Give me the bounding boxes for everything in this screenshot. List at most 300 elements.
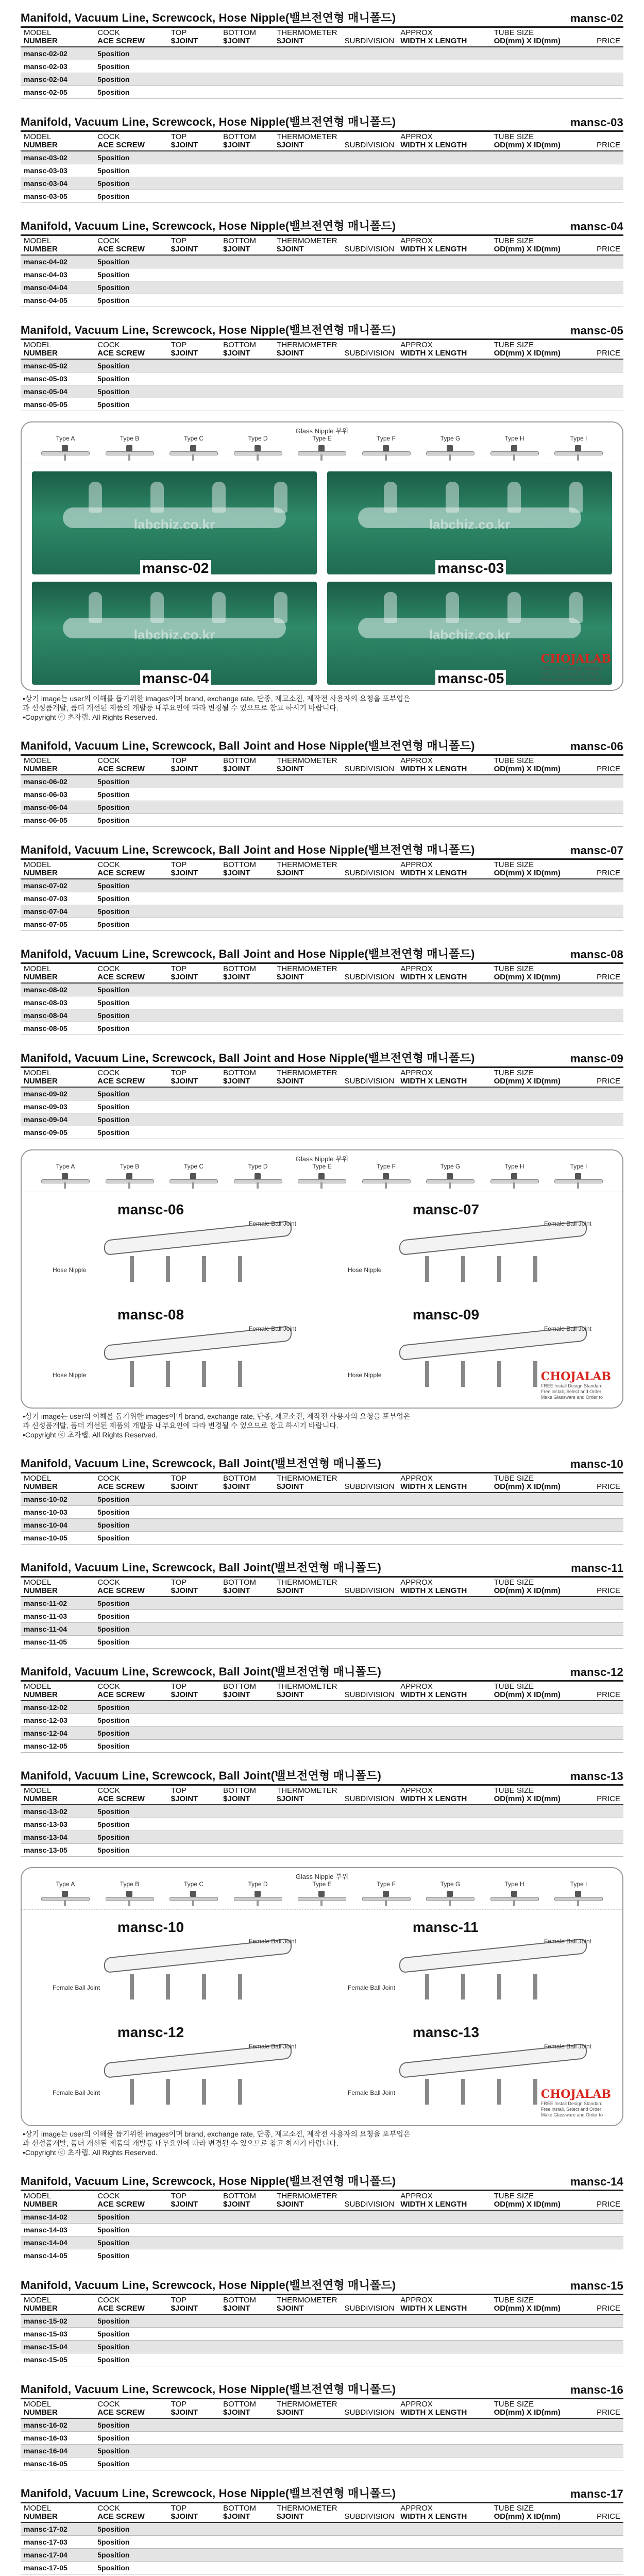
- spec-title: Manifold, Vacuum Line, Screwcock, Ball Joint and Hose Nipple(밸브전연형 매니폴드): [21, 739, 475, 752]
- model-number: mansc-14-04: [21, 2236, 94, 2249]
- model-number: mansc-12-02: [21, 1701, 94, 1714]
- column-header-model: MODEL NUMBER: [21, 2191, 94, 2210]
- model-caption: mansc-05: [435, 670, 506, 687]
- table-row: [21, 398, 623, 411]
- nipple-type-icon: [165, 444, 222, 462]
- column-header-cock: COCK ACE SCREW: [94, 1786, 167, 1805]
- column-header-top: TOP $JOINT: [168, 1473, 220, 1493]
- cock-value: 5position: [94, 177, 167, 190]
- column-header-tube: TUBE SIZE OD(mm) X ID(mm): [491, 2503, 584, 2522]
- part-label: Female Ball Joint: [248, 1220, 296, 1227]
- spec-table: [21, 964, 623, 1035]
- column-header-tube: TUBE SIZE OD(mm) X ID(mm): [491, 340, 584, 359]
- table-row: [21, 2562, 623, 2574]
- type-item: Type A: [37, 1880, 94, 1907]
- column-header-bottom: BOTTOM $JOINT: [220, 132, 274, 151]
- table-row: [21, 1100, 623, 1113]
- model-caption: mansc-03: [435, 560, 506, 577]
- column-header-bottom: BOTTOM $JOINT: [220, 1578, 274, 1597]
- column-header-price: PRICE: [584, 756, 623, 775]
- column-header-top: TOP $JOINT: [168, 964, 220, 983]
- part-label: Female Ball Joint: [544, 1220, 591, 1227]
- model-number: mansc-15-04: [21, 2341, 94, 2353]
- cock-value: 5position: [94, 268, 167, 281]
- column-header-approx: APPROX WIDTH X LENGTH: [397, 28, 490, 47]
- cock-value: 5position: [94, 2224, 167, 2236]
- type-item: Type I: [550, 435, 607, 462]
- model-number: mansc-15-05: [21, 2353, 94, 2366]
- column-header-tube: TUBE SIZE OD(mm) X ID(mm): [491, 1578, 584, 1597]
- spec-code: mansc-14: [570, 2175, 623, 2188]
- column-header-thermo: THERMOMETER $JOINT: [274, 2399, 341, 2418]
- spec-table: [21, 2399, 623, 2470]
- model-number: mansc-15-03: [21, 2328, 94, 2341]
- type-item: Type F: [358, 435, 415, 462]
- product-view: [327, 1917, 612, 2015]
- spec-header: [21, 217, 623, 236]
- spec-title: Manifold, Vacuum Line, Screwcock, Ball Joint and Hose Nipple(밸브전연형 매니폴드): [21, 947, 475, 960]
- type-item: Type B: [101, 1163, 158, 1190]
- column-header-approx: APPROX WIDTH X LENGTH: [397, 2191, 490, 2210]
- spec-header: [21, 2277, 623, 2295]
- column-header-sub: SUBDIVISION: [342, 1473, 398, 1493]
- spec-code: mansc-16: [570, 2383, 623, 2396]
- table-row: [21, 1022, 623, 1035]
- spec-code: mansc-11: [571, 1562, 623, 1574]
- model-number: mansc-11-05: [21, 1636, 94, 1649]
- column-header-bottom: BOTTOM $JOINT: [220, 340, 274, 359]
- cock-value: 5position: [94, 983, 167, 996]
- product-photo: [32, 582, 317, 685]
- type-item: Type E: [294, 1880, 350, 1907]
- model-number: mansc-12-05: [21, 1740, 94, 1753]
- column-header-thermo: THERMOMETER $JOINT: [274, 1068, 341, 1087]
- column-header-top: TOP $JOINT: [168, 2295, 220, 2314]
- cock-value: 5position: [94, 86, 167, 99]
- nipple-type-icon: [101, 1890, 158, 1907]
- cock-value: 5position: [94, 1532, 167, 1545]
- spec-table-block: [0, 2163, 644, 2267]
- table-row: [21, 1610, 623, 1623]
- nipple-type-icon: [230, 1890, 286, 1907]
- column-header-approx: APPROX WIDTH X LENGTH: [397, 2503, 490, 2522]
- product-diagram: [32, 1304, 317, 1402]
- spec-header: [21, 2485, 623, 2503]
- table-row: [21, 268, 623, 281]
- model-number: mansc-05-04: [21, 385, 94, 398]
- column-header-sub: SUBDIVISION: [342, 340, 398, 359]
- column-header-model: MODEL NUMBER: [21, 756, 94, 775]
- model-number: mansc-10-02: [21, 1493, 94, 1506]
- column-header-model: MODEL NUMBER: [21, 2295, 94, 2314]
- cock-value: 5position: [94, 918, 167, 931]
- column-header-tube: TUBE SIZE OD(mm) X ID(mm): [491, 860, 584, 879]
- glass-nipple-types: Glass Nipple 부위 Type A Type B Type C Type D Type E Type F Type G Type H Type I: [22, 422, 622, 464]
- notice-text: •상기 image는 user의 이해를 돕기위한 images이며 brand, exchange rate, 단종, 재고소진, 제작전 사용자의 요청을 포부업은 과 신성품개발, 품더 개선된 제품의 개발등 내부요인에 따라 변경될 수 있으므로 참고 하시기 바랍니다. •Copyright ⓒ 초자랩. All Rights Reserved.: [23, 694, 411, 721]
- cock-value: 5position: [94, 775, 167, 788]
- spec-title: Manifold, Vacuum Line, Screwcock, Ball Joint(밸브전연형 매니폴드): [21, 1457, 382, 1470]
- model-number: mansc-04-05: [21, 294, 94, 307]
- type-item: Type H: [486, 1880, 543, 1907]
- column-header-price: PRICE: [584, 2191, 623, 2210]
- spec-title: Manifold, Vacuum Line, Screwcock, Ball Joint and Hose Nipple(밸브전연형 매니폴드): [21, 1052, 475, 1064]
- column-header-top: TOP $JOINT: [168, 1578, 220, 1597]
- model-number: mansc-05-02: [21, 359, 94, 372]
- spec-code: mansc-06: [570, 740, 623, 753]
- part-label: Hose Nipple: [348, 1371, 382, 1379]
- cock-value: 5position: [94, 372, 167, 385]
- nipple-type-icon: [550, 1172, 607, 1190]
- type-item: Type H: [486, 1163, 543, 1190]
- column-header-tube: TUBE SIZE OD(mm) X ID(mm): [491, 132, 584, 151]
- nipple-type-icon: [165, 1890, 222, 1907]
- cock-value: 5position: [94, 1727, 167, 1740]
- column-header-approx: APPROX WIDTH X LENGTH: [397, 1068, 490, 1087]
- cock-value: 5position: [94, 1506, 167, 1519]
- column-header-bottom: BOTTOM $JOINT: [220, 1068, 274, 1087]
- product-diagram: [327, 1199, 612, 1297]
- model-caption: mansc-13: [412, 2024, 480, 2040]
- column-header-bottom: BOTTOM $JOINT: [220, 756, 274, 775]
- product-view: [327, 471, 612, 574]
- column-header-cock: COCK ACE SCREW: [94, 964, 167, 983]
- model-number: mansc-13-05: [21, 1844, 94, 1857]
- table-row: [21, 918, 623, 931]
- column-header-sub: SUBDIVISION: [342, 2191, 398, 2210]
- type-item: Type C: [165, 1880, 222, 1907]
- product-diagram: [32, 1917, 317, 2015]
- cock-value: 5position: [94, 814, 167, 827]
- product-diagram: [32, 2022, 317, 2120]
- model-number: mansc-08-04: [21, 1009, 94, 1022]
- type-item: Type F: [358, 1163, 415, 1190]
- cock-value: 5position: [94, 2549, 167, 2562]
- model-number: mansc-08-05: [21, 1022, 94, 1035]
- table-row: [21, 2224, 623, 2236]
- column-header-approx: APPROX WIDTH X LENGTH: [397, 1682, 490, 1701]
- spec-table: [21, 340, 623, 411]
- product-illustration: [21, 1149, 623, 1409]
- image-panel: [0, 416, 644, 691]
- nipple-type-icon: [550, 444, 607, 462]
- product-view: [32, 582, 317, 685]
- part-label: Female Ball Joint: [348, 2089, 396, 2096]
- table-row: [21, 1087, 623, 1100]
- product-photo: [327, 471, 612, 574]
- column-header-bottom: BOTTOM $JOINT: [220, 860, 274, 879]
- column-header-bottom: BOTTOM $JOINT: [220, 964, 274, 983]
- part-label: Female Ball Joint: [544, 2043, 591, 2050]
- column-header-top: TOP $JOINT: [168, 2399, 220, 2418]
- column-header-approx: APPROX WIDTH X LENGTH: [397, 860, 490, 879]
- cock-value: 5position: [94, 1022, 167, 1035]
- watermark: labchiz.co.kr: [133, 517, 215, 532]
- table-row: [21, 1818, 623, 1831]
- spec-code: mansc-03: [570, 116, 623, 129]
- cock-value: 5position: [94, 1740, 167, 1753]
- model-caption: mansc-09: [412, 1307, 480, 1323]
- table-row: [21, 177, 623, 190]
- model-number: mansc-17-05: [21, 2562, 94, 2574]
- column-header-sub: SUBDIVISION: [342, 132, 398, 151]
- column-header-sub: SUBDIVISION: [342, 28, 398, 47]
- table-row: [21, 255, 623, 268]
- type-item: Type D: [230, 435, 286, 462]
- column-header-top: TOP $JOINT: [168, 756, 220, 775]
- type-item: Type C: [165, 435, 222, 462]
- model-number: mansc-16-02: [21, 2418, 94, 2432]
- column-header-cock: COCK ACE SCREW: [94, 28, 167, 47]
- spec-table: [21, 2295, 623, 2366]
- spec-table-block: [0, 832, 644, 936]
- column-header-cock: COCK ACE SCREW: [94, 2503, 167, 2522]
- model-number: mansc-07-04: [21, 905, 94, 918]
- spec-header: [21, 841, 623, 860]
- cock-value: 5position: [94, 2328, 167, 2341]
- model-number: mansc-06-04: [21, 801, 94, 814]
- spec-code: mansc-07: [570, 844, 623, 857]
- nipple-type-icon: [486, 444, 543, 462]
- nipple-type-icon: [294, 1172, 350, 1190]
- spec-code: mansc-09: [570, 1052, 623, 1065]
- part-label: Female Ball Joint: [248, 1938, 296, 1945]
- product-view: [32, 1199, 317, 1297]
- spec-table: [21, 1473, 623, 1545]
- spec-code: mansc-02: [570, 12, 623, 25]
- cock-value: 5position: [94, 2432, 167, 2445]
- column-header-top: TOP $JOINT: [168, 2503, 220, 2522]
- spec-header: [21, 1455, 623, 1473]
- spec-code: mansc-05: [570, 324, 623, 337]
- table-row: [21, 996, 623, 1009]
- spec-table-block: [0, 728, 644, 832]
- model-caption: mansc-07: [412, 1201, 480, 1217]
- column-header-price: PRICE: [584, 2399, 623, 2418]
- table-row: [21, 47, 623, 60]
- spec-title: Manifold, Vacuum Line, Screwcock, Hose Nipple(밸브전연형 매니폴드): [21, 2487, 396, 2500]
- column-header-price: PRICE: [584, 132, 623, 151]
- model-number: mansc-14-05: [21, 2249, 94, 2262]
- column-header-sub: SUBDIVISION: [342, 2503, 398, 2522]
- glass-nipple-types: Glass Nipple 부위 Type A Type B Type C Type D Type E Type F Type G Type H Type I: [22, 1868, 622, 1910]
- spec-table: [21, 236, 623, 307]
- model-number: mansc-02-04: [21, 73, 94, 86]
- glass-nipple-types: Glass Nipple 부위 Type A Type B Type C Type D Type E Type F Type G Type H Type I: [22, 1150, 622, 1192]
- column-header-tube: TUBE SIZE OD(mm) X ID(mm): [491, 236, 584, 255]
- spec-header: [21, 2381, 623, 2399]
- table-row: [21, 2249, 623, 2262]
- model-number: mansc-08-03: [21, 996, 94, 1009]
- part-label: Female Ball Joint: [348, 1984, 396, 1991]
- table-row: [21, 788, 623, 801]
- model-number: mansc-04-03: [21, 268, 94, 281]
- cock-value: 5position: [94, 1100, 167, 1113]
- spec-code: mansc-17: [570, 2487, 623, 2500]
- column-header-price: PRICE: [584, 28, 623, 47]
- type-item: Type B: [101, 1880, 158, 1907]
- column-header-tube: TUBE SIZE OD(mm) X ID(mm): [491, 2295, 584, 2314]
- model-number: mansc-02-03: [21, 60, 94, 73]
- spec-table-block: [0, 208, 644, 312]
- nipple-type-icon: [486, 1172, 543, 1190]
- column-header-price: PRICE: [584, 2503, 623, 2522]
- column-header-approx: APPROX WIDTH X LENGTH: [397, 964, 490, 983]
- spec-title: Manifold, Vacuum Line, Screwcock, Hose Nipple(밸브전연형 매니폴드): [21, 2175, 396, 2188]
- model-number: mansc-07-03: [21, 892, 94, 905]
- model-number: mansc-11-04: [21, 1623, 94, 1636]
- model-number: mansc-05-05: [21, 398, 94, 411]
- cock-value: 5position: [94, 1831, 167, 1844]
- model-number: mansc-09-02: [21, 1087, 94, 1100]
- cock-value: 5position: [94, 1805, 167, 1818]
- spec-title: Manifold, Vacuum Line, Screwcock, Ball Joint and Hose Nipple(밸브전연형 매니폴드): [21, 843, 475, 856]
- spec-header: [21, 321, 623, 340]
- column-header-thermo: THERMOMETER $JOINT: [274, 2191, 341, 2210]
- nipple-type-icon: [422, 1890, 479, 1907]
- notice-text: •상기 image는 user의 이해를 돕기위한 images이며 brand, exchange rate, 단종, 재고소진, 제작전 사용자의 요청을 포부업은 과 신성품개발, 품더 개선된 제품의 개발등 내부요인에 따라 변경될 수 있으므로 참고 하시기 바랍니다. •Copyright ⓒ 초자랩. All Rights Reserved.: [23, 1412, 411, 1439]
- column-header-approx: APPROX WIDTH X LENGTH: [397, 756, 490, 775]
- spec-table: [21, 132, 623, 203]
- column-header-thermo: THERMOMETER $JOINT: [274, 132, 341, 151]
- cock-value: 5position: [94, 255, 167, 268]
- cock-value: 5position: [94, 281, 167, 294]
- type-item: Type B: [101, 435, 158, 462]
- table-row: [21, 2341, 623, 2353]
- column-header-approx: APPROX WIDTH X LENGTH: [397, 132, 490, 151]
- column-header-price: PRICE: [584, 236, 623, 255]
- model-number: mansc-05-03: [21, 372, 94, 385]
- table-row: [21, 1714, 623, 1727]
- column-header-bottom: BOTTOM $JOINT: [220, 1682, 274, 1701]
- column-header-thermo: THERMOMETER $JOINT: [274, 1786, 341, 1805]
- model-number: mansc-03-02: [21, 151, 94, 164]
- table-row: [21, 1519, 623, 1532]
- spec-table: [21, 2191, 623, 2262]
- column-header-price: PRICE: [584, 1473, 623, 1493]
- column-header-tube: TUBE SIZE OD(mm) X ID(mm): [491, 964, 584, 983]
- column-header-cock: COCK ACE SCREW: [94, 132, 167, 151]
- column-header-cock: COCK ACE SCREW: [94, 2295, 167, 2314]
- column-header-thermo: THERMOMETER $JOINT: [274, 1578, 341, 1597]
- model-caption: mansc-06: [117, 1201, 184, 1217]
- cock-value: 5position: [94, 1009, 167, 1022]
- column-header-approx: APPROX WIDTH X LENGTH: [397, 340, 490, 359]
- model-number: mansc-03-04: [21, 177, 94, 190]
- nipple-type-icon: [550, 1890, 607, 1907]
- nipple-type-icon: [165, 1172, 222, 1190]
- column-header-top: TOP $JOINT: [168, 1682, 220, 1701]
- column-header-tube: TUBE SIZE OD(mm) X ID(mm): [491, 28, 584, 47]
- column-header-model: MODEL NUMBER: [21, 1578, 94, 1597]
- cock-value: 5position: [94, 1113, 167, 1126]
- part-label: Female Ball Joint: [544, 1325, 591, 1332]
- column-header-top: TOP $JOINT: [168, 860, 220, 879]
- table-row: [21, 2418, 623, 2432]
- model-number: mansc-16-04: [21, 2445, 94, 2458]
- cock-value: 5position: [94, 2536, 167, 2549]
- product-illustration: [21, 421, 623, 691]
- model-number: mansc-13-03: [21, 1818, 94, 1831]
- table-row: [21, 1532, 623, 1545]
- table-row: [21, 1727, 623, 1740]
- table-row: [21, 372, 623, 385]
- column-header-bottom: BOTTOM $JOINT: [220, 1473, 274, 1493]
- model-number: mansc-03-05: [21, 190, 94, 203]
- spec-table: [21, 860, 623, 931]
- brand-logo: CHOJALAB FREE Install Design Standard Free install, Select and Order Make Glassware and Order to: [540, 1370, 611, 1400]
- model-number: mansc-09-04: [21, 1113, 94, 1126]
- cock-value: 5position: [94, 2353, 167, 2366]
- table-row: [21, 86, 623, 99]
- part-label: Hose Nipple: [53, 1371, 87, 1379]
- cock-value: 5position: [94, 1610, 167, 1623]
- model-number: mansc-02-05: [21, 86, 94, 99]
- column-header-top: TOP $JOINT: [168, 2191, 220, 2210]
- model-caption: mansc-11: [412, 1919, 479, 1935]
- type-item: Type A: [37, 435, 94, 462]
- column-header-bottom: BOTTOM $JOINT: [220, 2191, 274, 2210]
- column-header-sub: SUBDIVISION: [342, 236, 398, 255]
- column-header-tube: TUBE SIZE OD(mm) X ID(mm): [491, 1068, 584, 1087]
- spec-table: [21, 2503, 623, 2574]
- part-label: Female Ball Joint: [53, 1984, 100, 1991]
- column-header-price: PRICE: [584, 860, 623, 879]
- table-row: [21, 60, 623, 73]
- column-header-sub: SUBDIVISION: [342, 1786, 398, 1805]
- spec-code: mansc-12: [570, 1666, 623, 1679]
- type-item: Type H: [486, 435, 543, 462]
- product-view: [32, 471, 317, 574]
- nipple-type-icon: [422, 1172, 479, 1190]
- model-number: mansc-17-04: [21, 2549, 94, 2562]
- spec-header: [21, 945, 623, 964]
- spec-header: [21, 1767, 623, 1786]
- table-row: [21, 814, 623, 827]
- table-row: [21, 1113, 623, 1126]
- model-number: mansc-08-02: [21, 983, 94, 996]
- model-number: mansc-14-03: [21, 2224, 94, 2236]
- cock-value: 5position: [94, 2522, 167, 2536]
- spec-table: [21, 1682, 623, 1753]
- product-illustration: [21, 1867, 623, 2126]
- cock-value: 5position: [94, 47, 167, 60]
- nipple-type-icon: [358, 1890, 415, 1907]
- cock-value: 5position: [94, 73, 167, 86]
- model-number: mansc-06-03: [21, 788, 94, 801]
- cock-value: 5position: [94, 385, 167, 398]
- spec-table: [21, 1578, 623, 1649]
- column-header-cock: COCK ACE SCREW: [94, 2191, 167, 2210]
- spec-table-block: [0, 2371, 644, 2476]
- nipple-type-icon: [358, 444, 415, 462]
- part-label: Hose Nipple: [348, 1266, 382, 1274]
- cock-value: 5position: [94, 2341, 167, 2353]
- column-header-price: PRICE: [584, 964, 623, 983]
- nipple-type-icon: [37, 1890, 94, 1907]
- column-header-top: TOP $JOINT: [168, 236, 220, 255]
- column-header-top: TOP $JOINT: [168, 1068, 220, 1087]
- model-number: mansc-13-02: [21, 1805, 94, 1818]
- table-row: [21, 385, 623, 398]
- product-view: [32, 2022, 317, 2120]
- model-number: mansc-06-02: [21, 775, 94, 788]
- cock-value: 5position: [94, 2249, 167, 2262]
- table-row: [21, 1805, 623, 1818]
- table-row: [21, 801, 623, 814]
- spec-table-block: [0, 936, 644, 1040]
- image-panel: [0, 1862, 644, 2126]
- nipple-type-icon: [230, 444, 286, 462]
